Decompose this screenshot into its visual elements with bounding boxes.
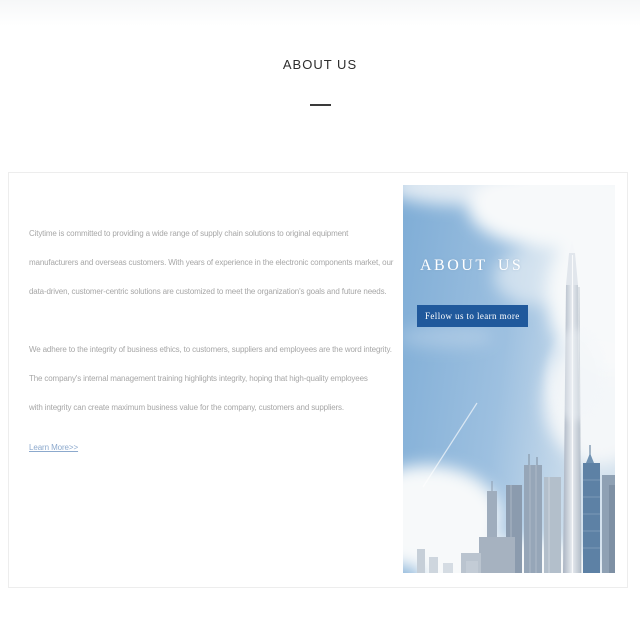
paragraph-line: with integrity can create maximum business value for the company, customers and suppliers. [29,403,344,412]
paragraph-line: Citytime is committed to providing a wide range of supply chain solutions to original equipment [29,229,349,238]
title-divider [310,104,331,106]
learn-more-link[interactable]: Learn More>> [29,443,79,452]
paragraph-line: manufacturers and overseas customers. With years of experience in the electronic components market, our [29,258,394,267]
follow-banner-button[interactable]: Fellow us to learn more [417,305,528,327]
paragraph-line: The company's internal management training highlights integrity, hoping that high-quality employees [29,374,368,383]
image-overlay-title: ABOUT US [420,257,524,274]
section-title: ABOUT US [282,57,358,72]
paragraph-line: We adhere to the integrity of business ethics, to customers, suppliers and employees are the word integrity. [29,345,392,354]
city-skyline-illustration [403,185,615,573]
paragraph-line: data-driven, customer-centric solutions are customized to meet the organization's goals and future needs. [29,287,387,296]
top-fade-band [0,0,640,26]
about-text-column [29,219,401,455]
about-paragraph-1 [29,219,401,306]
about-paragraph-2 [29,335,401,422]
about-card [8,172,628,588]
about-promo-image [403,185,615,573]
